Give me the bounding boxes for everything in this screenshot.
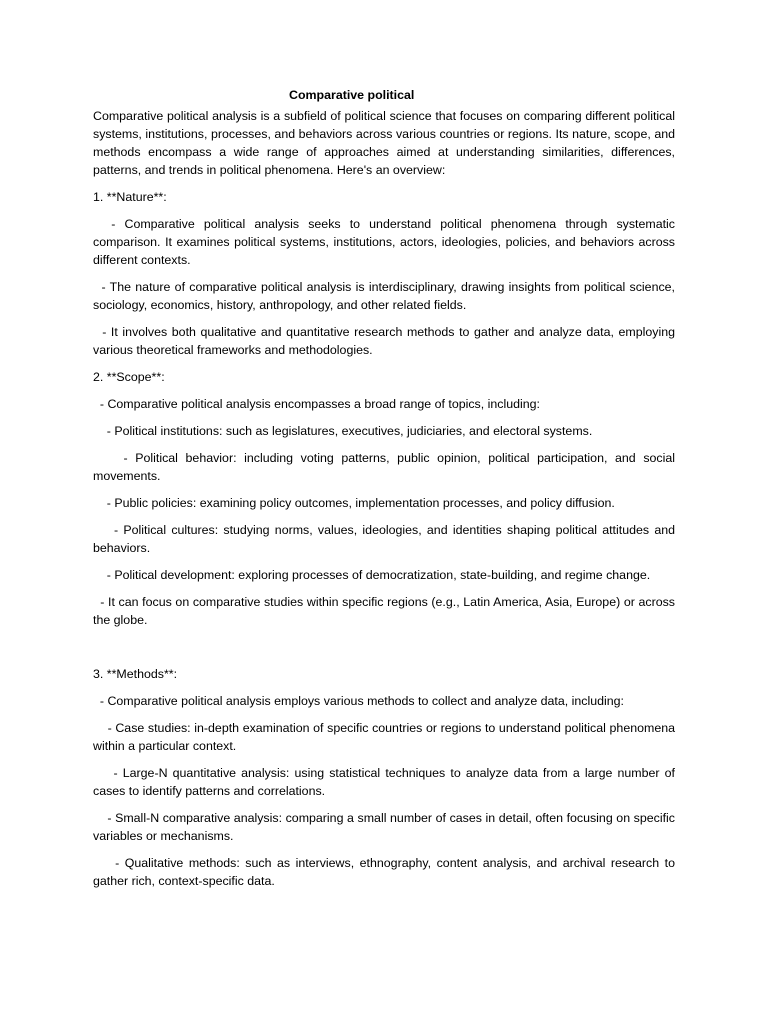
document-title: Comparative political (289, 88, 415, 102)
scope-point-2: - It can focus on comparative studies within specific regions (e.g., Latin America, Asia, Europe) or across the globe. (93, 595, 675, 627)
methods-subpoint-large-n: - Large-N quantitative analysis: using statistical techniques to analyze data from a large number of cases to identify patterns and correlations. (93, 766, 675, 798)
section-heading-nature: 1. **Nature**: (93, 190, 167, 204)
scope-subpoint-institutions: - Political institutions: such as legislatures, executives, judiciaries, and electoral systems. (93, 424, 593, 438)
scope-subpoint-development: - Political development: exploring processes of democratization, state-building, and regime change. (93, 568, 651, 582)
nature-point-2: - The nature of comparative political analysis is interdisciplinary, drawing insights from political science, sociology, economics, history, anthropology, and other related fields. (93, 280, 675, 312)
nature-point-1: - Comparative political analysis seeks to understand political phenomena through systematic comparison. It examines political systems, institutions, actors, ideologies, policies, and behaviors across different contexts. (93, 217, 675, 267)
scope-subpoint-behavior: - Political behavior: including voting patterns, public opinion, political participation, and social movements. (93, 451, 675, 483)
scope-subpoint-policies: - Public policies: examining policy outcomes, implementation processes, and policy diffusion. (93, 496, 615, 510)
section-heading-methods: 3. **Methods**: (93, 667, 178, 681)
methods-subpoint-small-n: - Small-N comparative analysis: comparing a small number of cases in detail, often focusing on specific variables or mechanisms. (93, 811, 675, 843)
blank-line (93, 638, 675, 665)
nature-point-3: - It involves both qualitative and quantitative research methods to gather and analyze data, employing various theoretical frameworks and methodologies. (93, 325, 675, 357)
methods-point-1: - Comparative political analysis employs various methods to collect and analyze data, including: (93, 694, 625, 708)
scope-subpoint-cultures: - Political cultures: studying norms, values, ideologies, and identities shaping political attitudes and behaviors. (93, 523, 675, 555)
scope-point-1: - Comparative political analysis encompasses a broad range of topics, including: (93, 397, 540, 411)
methods-subpoint-qualitative: - Qualitative methods: such as interviews, ethnography, content analysis, and archival research to gather rich, context-specific data. (93, 856, 675, 888)
methods-subpoint-case-studies: - Case studies: in-depth examination of specific countries or regions to understand political phenomena within a particular context. (93, 721, 675, 753)
intro-paragraph: Comparative political analysis is a subfield of political science that focuses on comparing different political systems, institutions, processes, and behaviors across various countries or regions. Its nature, scope, and methods encompass a wide range of approaches aimed at understanding similarities, differences, patterns, and trends in political phenomena. Here's an overview: (93, 109, 675, 177)
document-body (93, 86, 675, 899)
section-heading-scope: 2. **Scope**: (93, 370, 165, 384)
